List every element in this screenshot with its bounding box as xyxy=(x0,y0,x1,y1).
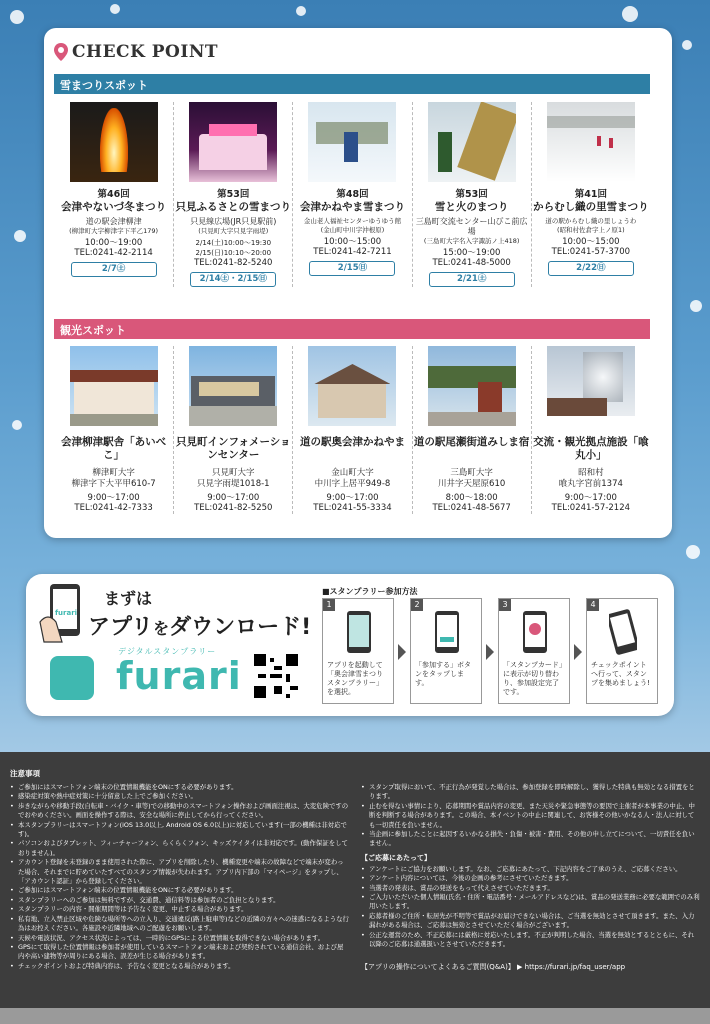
spot-photo xyxy=(428,102,516,182)
time: 15:00～19:00 xyxy=(442,248,501,258)
tel: TEL:0241-48-5677 xyxy=(432,503,511,513)
tel: TEL:0241-57-2124 xyxy=(551,503,631,513)
date-badge: 2/21㊏ xyxy=(429,272,515,287)
phone-icon xyxy=(521,609,549,655)
time: 9:00～17:00 xyxy=(87,493,140,503)
venue: 柳津町大字 xyxy=(92,468,135,478)
snow-spot[interactable] xyxy=(173,102,292,287)
app-download-card xyxy=(26,574,674,716)
spot-name: 雪と火のまつり xyxy=(434,201,509,213)
note-item: • スタンプラリーへのご参加は無料ですが、交通費、通信料等は参加者のご負担となります。 xyxy=(10,896,349,905)
spot-name: 会津やないづ冬まつり xyxy=(61,201,167,213)
time: 9:00～17:00 xyxy=(207,493,260,503)
map-pin-icon xyxy=(54,43,68,61)
venue: 道の駅からむし織の里しょうわ xyxy=(545,217,637,225)
footer-bar xyxy=(0,1008,710,1024)
spot-name: 交流・観光拠点施設「喰丸小」 xyxy=(533,436,649,461)
time: 8:00～18:00 xyxy=(445,493,498,503)
step-number: 2 xyxy=(411,599,423,611)
note-item: • 感染症対策や熱中症対策に十分留意した上でご参加ください。 xyxy=(10,792,349,801)
venue-address: 喰丸字宮前1374 xyxy=(558,479,623,489)
venue: 只見町大字 xyxy=(212,468,255,478)
tel: TEL:0241-57-3700 xyxy=(551,247,631,257)
arrow-right-icon xyxy=(398,644,406,660)
qr-code-icon[interactable] xyxy=(254,654,298,698)
note-item: • 本スタンプラリーはスマートフォン(iOS 13.0以上, Android OS 6.0以上)に対応しています(一部の機種は非対応です)。 xyxy=(10,821,349,840)
spot-photo xyxy=(189,102,277,182)
apply-item: • 公正な運営のため、不正応募には厳格に対応いたします。不正が判明した場合、当選を無効とするとともに、それ以降のご応募は通選扱いとさせていただきます。 xyxy=(361,931,700,950)
venue-address: 柳津字下大平甲610-7 xyxy=(71,479,156,489)
phone-icon xyxy=(433,609,461,655)
snowflake xyxy=(12,420,22,430)
note-item: • パソコンおよびタブレット、フィーチャーフォン、らくらくフォン、キッズケイタイは非対応です。(動作保証をしておりません)。 xyxy=(10,839,349,858)
arrow-right-icon xyxy=(486,644,494,660)
venue-address: (昭和村佐倉字上ノ原1) xyxy=(556,226,625,234)
page-title: CHECK POINT xyxy=(72,42,219,62)
snowflake xyxy=(622,6,638,22)
note-item: • 歩きながらや移動手段(自転車・バイク・車等)での移動中のスマートフォン操作および画面注視は、大変危険ですのでおやめください。画面を操作する際は、安全な場所に停止してから行ってください。 xyxy=(10,802,349,821)
date-badge: 2/7㊏ xyxy=(71,262,157,277)
download-headline: アプリをダウンロード! xyxy=(88,615,312,640)
venue: 金山老人福祉センターゆうゆう館 xyxy=(303,217,402,225)
spot-photo xyxy=(547,346,635,426)
snow-spot[interactable] xyxy=(412,102,531,287)
spot-photo xyxy=(189,346,277,426)
brand-logo: furari xyxy=(116,654,242,698)
apply-item: • 当選者の発表は、賞品の発送をもって代えさせていただきます。 xyxy=(361,884,700,893)
notes-title: 注意事項 xyxy=(10,769,40,778)
spot-name: 只見ふるさとの雪まつり xyxy=(175,201,292,213)
steps-title: ■スタンプラリー参加方法 xyxy=(322,587,418,596)
time: 10:00～19:00 xyxy=(84,238,143,248)
notes-left xyxy=(10,783,349,972)
notes-right xyxy=(361,783,700,972)
spot-photo xyxy=(308,102,396,182)
time: 10:00～15:00 xyxy=(323,237,382,247)
phone-label: furari xyxy=(55,609,78,617)
venue: 道の駅会津柳津 xyxy=(85,217,142,226)
venue-address: (三島町大字名入字諏訪ノ上418) xyxy=(423,237,520,245)
step-card xyxy=(322,598,394,704)
time: 9:00～17:00 xyxy=(564,493,617,503)
check-point-card xyxy=(44,28,672,538)
snow-spot[interactable] xyxy=(531,102,650,287)
venue-address: (金山町中川字沖根原) xyxy=(320,226,385,234)
tel: TEL:0241-42-7333 xyxy=(74,503,153,513)
sight-spots-row xyxy=(54,346,650,514)
spot-name: 道の駅尾瀬街道みしま宿 xyxy=(413,436,530,448)
brand-subtitle: デジタルスタンプラリー xyxy=(118,647,217,656)
edition: 第41回 xyxy=(574,189,607,200)
snow-spot[interactable] xyxy=(54,102,173,287)
tel: TEL:0241-42-7211 xyxy=(313,247,392,257)
spot-name: 只見町インフォメーションセンター xyxy=(176,436,291,461)
snow-spot[interactable] xyxy=(292,102,411,287)
note-item: • 当企画に参加したことに起因するいかなる損失・負傷・被害・費用、その他の申し立てについて、一切責任を負いません。 xyxy=(361,830,700,849)
step-card xyxy=(586,598,658,704)
apply-item: • アンケートにご協力をお願いします。なお、ご応募にあたって、下記内容をご了承のうえ、ご応募ください。 xyxy=(361,865,700,874)
spot-photo xyxy=(308,346,396,426)
apply-item: • アンケート内容については、今後の企画の参考にさせていただきます。 xyxy=(361,874,700,883)
venue: 只見線広場(JR只見駅前) xyxy=(190,217,277,226)
sight-spot[interactable] xyxy=(531,346,650,514)
edition: 第48回 xyxy=(336,189,369,200)
tel: TEL:0241-48-5000 xyxy=(432,258,511,268)
venue: 三島町大字 xyxy=(450,468,493,478)
step-text: アプリを起動して「奥会津雪まつりスタンプラリー」を選択。 xyxy=(327,661,383,696)
sight-spot[interactable] xyxy=(412,346,531,514)
date-badge: 2/14㊏・2/15㊐ xyxy=(190,272,276,287)
snowflake xyxy=(296,6,306,16)
tel: TEL:0241-82-5250 xyxy=(194,503,273,513)
phone-icon xyxy=(345,609,373,655)
spot-photo xyxy=(70,346,158,426)
sight-section-band: 観光スポット xyxy=(54,319,650,339)
apply-title: 【ご応募にあたって】 xyxy=(361,853,431,862)
sight-spot[interactable] xyxy=(292,346,411,514)
snowflake xyxy=(110,4,120,14)
spot-photo xyxy=(547,102,635,182)
step-text: 「スタンプカード」に表示が切り替わり、参加設定完了です。 xyxy=(503,661,563,696)
note-item: • スタンプ取得において、不正行為が発覚した場合は、参加登録を即時解除し、獲得した特典も無効となる措置をとります。 xyxy=(361,783,700,802)
snowflake xyxy=(682,40,692,50)
faq-link[interactable]: 【アプリの操作についてよくあるご質問(Q&A)】 ▶ https://furari.jp/faq_user/app xyxy=(361,962,626,971)
apply-item: • ご入力いただいた個人情報(氏名・住所・電話番号・メールアドレスなど)は、賞品の発送業務に必要な範囲でのみ利用いたします。 xyxy=(361,893,700,912)
snow-spots-row xyxy=(54,102,650,287)
sight-spot[interactable] xyxy=(54,346,173,514)
note-item: • ご参加にはスマートフォン端末の位置情報機能をONにする必要があります。 xyxy=(10,886,349,895)
furari-app-icon[interactable] xyxy=(50,656,94,700)
snowflake xyxy=(10,10,24,24)
spot-name: 会津柳津駅舎「あいべこ」 xyxy=(61,436,167,461)
note-item: • チェックポイントおよび特典内容は、予告なく変更となる場合があります。 xyxy=(10,962,349,971)
tel: TEL:0241-55-3334 xyxy=(313,503,392,513)
venue-address: (只見町大字只見字雨堤) xyxy=(198,227,269,235)
date-badge: 2/15㊐ xyxy=(309,261,395,276)
time: 10:00～15:00 xyxy=(562,237,620,247)
snowflake xyxy=(690,300,702,312)
check-point-title xyxy=(54,42,218,62)
note-item: • アカウント登録を未登録のまま使用された際に、アプリを削除したり、機種変更や端末の故障などで端末が変わった場合、それまでに貯めていたすべてのスタンプ情報が失われます。アプリ内下部の「マイページ」をタップし、「アカウント認証」から登録してください。 xyxy=(10,858,349,886)
note-item: • 私有地、立入禁止区域や危険な場所等への立入り、交通違反(路上駐車等)などの近隣の方々への迷惑になるような行為はお控えください。各施設や近隣地域へのご配慮をお願いします。 xyxy=(10,915,349,934)
phone-icon xyxy=(609,609,637,655)
tel: TEL:0241-42-2114 xyxy=(74,248,153,258)
step-number: 1 xyxy=(323,599,335,611)
apply-item: • 応募者様のご住所・転居先が不明等で賞品がお届けできない場合は、ご当選を無効とさせて頂きます。また、入力漏れがある場合は、ご応募は無効とさせていただく場合がございます。 xyxy=(361,912,700,931)
spot-photo xyxy=(428,346,516,426)
venue-address: 川井字天屋原610 xyxy=(438,479,506,489)
snowflake xyxy=(14,230,26,242)
notes-section xyxy=(0,752,710,1008)
snow-section-band: 雪まつりスポット xyxy=(54,74,650,94)
step-card xyxy=(498,598,570,704)
venue-address: 中川字上居平949-8 xyxy=(314,479,391,489)
step-card xyxy=(410,598,482,704)
phone-hand-icon xyxy=(36,582,96,652)
note-item: • ご参加にはスマートフォン端末の位置情報機能をONにする必要があります。 xyxy=(10,783,349,792)
edition: 第53回 xyxy=(455,189,488,200)
note-item: • 止むを得ない事情により、応募期間や賞品内容の変更、また天災や緊急事態等の要因で主催者が本事業の中止、中断を判断する場合があります。この場合、本イベントの中止に関連して、お客様その他いかなる人・法人に対しても一切責任を負いません。 xyxy=(361,802,700,830)
venue: 昭和村 xyxy=(578,468,604,478)
edition: 第53回 xyxy=(217,189,250,200)
note-item: • スタンプラリーの内容・開催期間等は予告なく変更、中止する場合があります。 xyxy=(10,905,349,914)
venue-address: (柳津町大字柳津字下平乙179) xyxy=(69,227,159,235)
step-number: 4 xyxy=(587,599,599,611)
edition: 第46回 xyxy=(97,189,130,200)
venue: 三島町交流センター山びこ前広場 xyxy=(415,217,528,236)
tel: TEL:0241-82-5240 xyxy=(194,258,273,268)
venue: 金山町大字 xyxy=(331,468,374,478)
time: 9:00～17:00 xyxy=(326,493,379,503)
step-text: 「参加する」ボタンをタップします。 xyxy=(415,661,471,687)
note-item: • 天候や電波状況、アクセス状況によっては、一時的にGPSによる位置情報を取得できない場合があります。 xyxy=(10,934,349,943)
spot-name: 会津かねやま雪まつり xyxy=(299,201,405,213)
mazu-text: まずは xyxy=(104,589,153,608)
snowflake xyxy=(686,545,700,559)
time: 2/14(土)10:00～19:30 2/15(日)10:10～20:00 xyxy=(195,239,272,257)
arrow-right-icon xyxy=(574,644,582,660)
spot-name: からむし織の里雪まつり xyxy=(533,201,649,213)
note-item: • GPSにて取得した位置情報は参加者が使用しているスマートフォン端末および契約されている通信会社、および屋内や高い建物等が周りにある場合、誤差が生じる場合があります。 xyxy=(10,943,349,962)
spot-name: 道の駅奥会津かねやま xyxy=(299,436,405,448)
step-text: チェックポイントへ行って、スタンプを集めましょう! xyxy=(591,661,650,687)
venue-address: 只見字雨堤1018-1 xyxy=(196,479,270,489)
sight-spot[interactable] xyxy=(173,346,292,514)
spot-photo xyxy=(70,102,158,182)
date-badge: 2/22㊐ xyxy=(548,261,634,276)
step-number: 3 xyxy=(499,599,511,611)
